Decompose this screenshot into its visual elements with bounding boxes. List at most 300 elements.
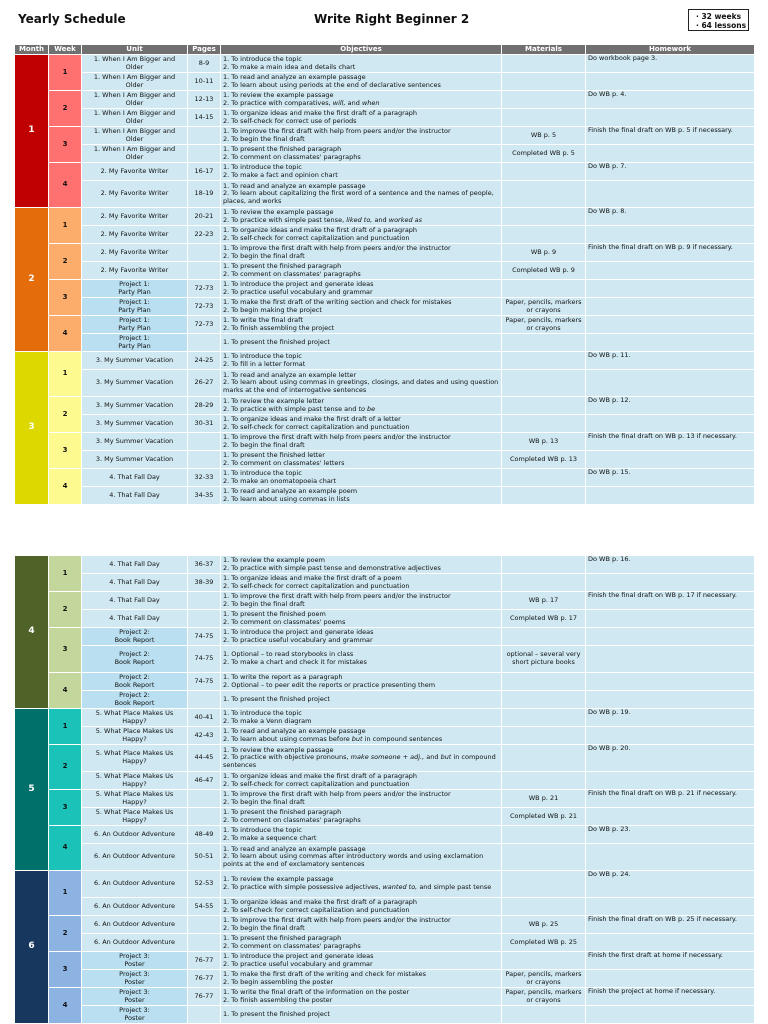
- materials-cell: [502, 574, 586, 592]
- week-cell: 1: [49, 871, 82, 916]
- materials-cell: Completed WB p. 9: [502, 262, 586, 280]
- materials-cell: [502, 871, 586, 898]
- pages-cell: 8-9: [188, 55, 221, 73]
- objectives-cell: 1. To make the first draft of the writing and check for mistakes 2. To begin assembling the poster: [221, 970, 502, 988]
- pages-cell: [188, 808, 221, 826]
- objectives-cell: 1. To review the example passage 2. To practice with objective pronouns, make someone + adj., and but in compound sentences: [221, 745, 502, 772]
- unit-cell: 6. An Outdoor Adventure: [82, 826, 188, 844]
- table-row: [15, 226, 755, 244]
- objectives-cell: 1. To present the finished project: [221, 1006, 502, 1024]
- materials-cell: [502, 727, 586, 745]
- col-month: Month: [15, 45, 49, 55]
- objectives-cell: 1. To present the finished project: [221, 691, 502, 709]
- homework-cell: [586, 844, 755, 871]
- objectives-cell: 1. To present the finished paragraph 2. To comment on classmates' paragraphs: [221, 934, 502, 952]
- homework-cell: [586, 262, 755, 280]
- unit-cell: 6. An Outdoor Adventure: [82, 871, 188, 898]
- homework-cell: [586, 181, 755, 208]
- table-row: [15, 970, 755, 988]
- pages-cell: 32-33: [188, 469, 221, 487]
- materials-cell: [502, 673, 586, 691]
- materials-cell: Paper, pencils, markers or crayons: [502, 988, 586, 1006]
- table-row: [15, 826, 755, 844]
- week-cell: 1: [49, 208, 82, 244]
- pages-cell: 38-39: [188, 574, 221, 592]
- materials-cell: [502, 163, 586, 181]
- table-row: [15, 451, 755, 469]
- homework-cell: [586, 487, 755, 505]
- homework-cell: Finish the final draft on WB p. 25 if necessary.: [586, 916, 755, 934]
- col-unit: Unit: [82, 45, 188, 55]
- week-cell: 2: [49, 592, 82, 628]
- unit-cell: 4. That Fall Day: [82, 469, 188, 487]
- homework-cell: Do WB p. 16.: [586, 556, 755, 574]
- pages-cell: 52-53: [188, 871, 221, 898]
- objectives-cell: 1. To introduce the topic 2. To make a Venn diagram: [221, 709, 502, 727]
- pages-cell: 30-31: [188, 415, 221, 433]
- summary-badge: [688, 9, 749, 31]
- table-row: [15, 790, 755, 808]
- pages-cell: [188, 1006, 221, 1024]
- objectives-cell: 1. To improve the first draft with help from peers and/or the instructor 2. To begin the final draft: [221, 127, 502, 145]
- pages-cell: [188, 790, 221, 808]
- objectives-cell: 1. To review the example poem 2. To practice with simple past tense and demonstrative adjectives: [221, 556, 502, 574]
- week-cell: 4: [49, 469, 82, 505]
- homework-cell: [586, 574, 755, 592]
- materials-cell: [502, 226, 586, 244]
- objectives-cell: 1. To present the finished poem 2. To comment on classmates' poems: [221, 610, 502, 628]
- badge-weeks: · 32 weeks: [696, 12, 742, 21]
- pages-cell: 76-77: [188, 952, 221, 970]
- table-row: [15, 415, 755, 433]
- materials-cell: [502, 352, 586, 370]
- materials-cell: [502, 415, 586, 433]
- materials-cell: [502, 469, 586, 487]
- objectives-cell: 1. To present the finished paragraph 2. To comment on classmates' paragraphs: [221, 145, 502, 163]
- page-header: [0, 0, 768, 42]
- homework-cell: Do WB p. 4.: [586, 91, 755, 109]
- table-row: [15, 745, 755, 772]
- pages-cell: 42-43: [188, 727, 221, 745]
- materials-cell: [502, 397, 586, 415]
- table-row: [15, 145, 755, 163]
- table-row: [15, 1006, 755, 1024]
- homework-cell: Do WB p. 15.: [586, 469, 755, 487]
- homework-cell: Finish the final draft on WB p. 17 if necessary.: [586, 592, 755, 610]
- pages-cell: 76-77: [188, 970, 221, 988]
- col-homework: Homework: [586, 45, 755, 55]
- materials-cell: [502, 55, 586, 73]
- objectives-cell: 1. To organize ideas and make the first draft of a paragraph 2. To self-check for correct use of periods: [221, 109, 502, 127]
- table-row: [15, 73, 755, 91]
- pages-cell: 34-35: [188, 487, 221, 505]
- table-row: [15, 673, 755, 691]
- table-row: [15, 808, 755, 826]
- objectives-cell: 1. To introduce the topic 2. To make a main idea and details chart: [221, 55, 502, 73]
- objectives-cell: 1. To improve the first draft with help from peers and/or the instructor 2. To begin the final draft: [221, 592, 502, 610]
- pages-cell: 40-41: [188, 709, 221, 727]
- table-row: [15, 952, 755, 970]
- pages-cell: 46-47: [188, 772, 221, 790]
- table-row: [15, 109, 755, 127]
- pages-cell: [188, 145, 221, 163]
- pages-cell: [188, 262, 221, 280]
- pages-cell: 72-73: [188, 316, 221, 334]
- unit-cell: 6. An Outdoor Adventure: [82, 844, 188, 871]
- pages-cell: [188, 916, 221, 934]
- table-row: [15, 628, 755, 646]
- pages-cell: 10-11: [188, 73, 221, 91]
- materials-cell: Completed WB p. 17: [502, 610, 586, 628]
- unit-cell: 5. What Place Makes Us Happy?: [82, 745, 188, 772]
- homework-cell: [586, 772, 755, 790]
- col-week: Week: [49, 45, 82, 55]
- pages-cell: 74-75: [188, 628, 221, 646]
- objectives-cell: 1. To introduce the topic 2. To make an onomatopoeia chart: [221, 469, 502, 487]
- col-pages: Pages: [188, 45, 221, 55]
- homework-cell: [586, 898, 755, 916]
- pages-cell: [188, 334, 221, 352]
- schedule-body-top: [15, 55, 755, 505]
- table-row: [15, 298, 755, 316]
- homework-cell: [586, 145, 755, 163]
- pages-cell: 74-75: [188, 673, 221, 691]
- homework-cell: Do WB p. 11.: [586, 352, 755, 370]
- homework-cell: [586, 415, 755, 433]
- book-title: Write Right Beginner 2: [314, 12, 470, 26]
- homework-cell: Finish the project at home if necessary.: [586, 988, 755, 1006]
- materials-cell: [502, 745, 586, 772]
- page-title: Yearly Schedule: [18, 12, 126, 26]
- objectives-cell: 1. To review the example passage 2. To practice with simple past tense, liked to, and worked as: [221, 208, 502, 226]
- materials-cell: [502, 556, 586, 574]
- table-row: [15, 316, 755, 334]
- materials-cell: WB p. 9: [502, 244, 586, 262]
- table-row: [15, 469, 755, 487]
- materials-cell: [502, 208, 586, 226]
- schedule-table-top: [14, 44, 755, 505]
- objectives-cell: 1. To write the final draft 2. To finish assembling the project: [221, 316, 502, 334]
- homework-cell: Do workbook page 3.: [586, 55, 755, 73]
- pages-cell: [188, 610, 221, 628]
- week-cell: 1: [49, 556, 82, 592]
- homework-cell: Do WB p. 23.: [586, 826, 755, 844]
- objectives-cell: 1. To present the finished project: [221, 334, 502, 352]
- schedule-table-bottom: [14, 555, 755, 1024]
- homework-cell: [586, 370, 755, 397]
- pages-cell: 76-77: [188, 988, 221, 1006]
- unit-cell: 3. My Summer Vacation: [82, 451, 188, 469]
- table-row: [15, 772, 755, 790]
- unit-cell: Project 2: Book Report: [82, 646, 188, 673]
- month-cell: 5: [15, 709, 49, 871]
- unit-cell: 3. My Summer Vacation: [82, 397, 188, 415]
- homework-cell: Do WB p. 20.: [586, 745, 755, 772]
- pages-cell: 26-27: [188, 370, 221, 397]
- pages-cell: 72-73: [188, 298, 221, 316]
- homework-cell: Do WB p. 24.: [586, 871, 755, 898]
- pages-cell: 20-21: [188, 208, 221, 226]
- homework-cell: [586, 628, 755, 646]
- homework-cell: [586, 73, 755, 91]
- week-cell: 2: [49, 916, 82, 952]
- homework-cell: [586, 226, 755, 244]
- pages-cell: 28-29: [188, 397, 221, 415]
- materials-cell: [502, 334, 586, 352]
- objectives-cell: 1. To read and analyze an example passage 2. To learn about capitalizing the first word of a sentence and the names of people, places, and works: [221, 181, 502, 208]
- unit-cell: 2. My Favorite Writer: [82, 163, 188, 181]
- table-row: [15, 844, 755, 871]
- week-cell: 4: [49, 988, 82, 1024]
- table-row: [15, 262, 755, 280]
- unit-cell: Project 2: Book Report: [82, 673, 188, 691]
- homework-cell: [586, 691, 755, 709]
- unit-cell: 4. That Fall Day: [82, 610, 188, 628]
- objectives-cell: 1. To organize ideas and make the first draft of a letter 2. To self-check for correct capitalization and punctuation: [221, 415, 502, 433]
- homework-cell: [586, 970, 755, 988]
- week-cell: 1: [49, 55, 82, 91]
- objectives-cell: 1. To write the report as a paragraph 2. Optional – to peer edit the reports or practice presenting them: [221, 673, 502, 691]
- schedule-body-bottom: [15, 556, 755, 1024]
- homework-cell: [586, 808, 755, 826]
- table-row: [15, 487, 755, 505]
- table-header-row: [15, 45, 755, 55]
- objectives-cell: 1. To improve the first draft with help from peers and/or the instructor 2. To begin the final draft: [221, 244, 502, 262]
- materials-cell: WB p. 13: [502, 433, 586, 451]
- badge-lessons: · 64 lessons: [696, 21, 747, 30]
- objectives-cell: 1. To make the first draft of the writing section and check for mistakes 2. To begin making the project: [221, 298, 502, 316]
- materials-cell: [502, 898, 586, 916]
- unit-cell: 5. What Place Makes Us Happy?: [82, 772, 188, 790]
- materials-cell: [502, 709, 586, 727]
- materials-cell: Paper, pencils, markers or crayons: [502, 298, 586, 316]
- objectives-cell: 1. To organize ideas and make the first draft of a paragraph 2. To self-check for correct capitalization and punctuation: [221, 772, 502, 790]
- unit-cell: 4. That Fall Day: [82, 574, 188, 592]
- homework-cell: [586, 316, 755, 334]
- table-row: [15, 934, 755, 952]
- materials-cell: Completed WB p. 25: [502, 934, 586, 952]
- pages-cell: [188, 934, 221, 952]
- unit-cell: 1. When I Am Bigger and Older: [82, 145, 188, 163]
- objectives-cell: 1. To read and analyze an example passage 2. To learn about using commas before but in compound sentences: [221, 727, 502, 745]
- week-cell: 2: [49, 745, 82, 790]
- materials-cell: [502, 772, 586, 790]
- homework-cell: Finish the final draft on WB p. 9 if necessary.: [586, 244, 755, 262]
- table-row: [15, 352, 755, 370]
- objectives-cell: 1. To improve the first draft with help from peers and/or the instructor 2. To begin the final draft: [221, 790, 502, 808]
- week-cell: 2: [49, 91, 82, 127]
- objectives-cell: 1. To introduce the project and generate ideas 2. To practice useful vocabulary and grammar: [221, 628, 502, 646]
- unit-cell: 1. When I Am Bigger and Older: [82, 91, 188, 109]
- homework-cell: [586, 334, 755, 352]
- objectives-cell: 1. To read and analyze an example letter 2. To learn about using commas in greetings, closings, and dates and using question marks at the end of interrogative sentences: [221, 370, 502, 397]
- objectives-cell: 1. To present the finished paragraph 2. To comment on classmates' paragraphs: [221, 808, 502, 826]
- unit-cell: Project 3: Poster: [82, 952, 188, 970]
- week-cell: 3: [49, 628, 82, 673]
- materials-cell: [502, 109, 586, 127]
- homework-cell: [586, 298, 755, 316]
- unit-cell: Project 1: Party Plan: [82, 298, 188, 316]
- unit-cell: 3. My Summer Vacation: [82, 433, 188, 451]
- unit-cell: 1. When I Am Bigger and Older: [82, 127, 188, 145]
- unit-cell: 5. What Place Makes Us Happy?: [82, 727, 188, 745]
- table-row: [15, 127, 755, 145]
- objectives-cell: 1. To organize ideas and make the first draft of a paragraph 2. To self-check for correct capitalization and punctuation: [221, 226, 502, 244]
- unit-cell: 2. My Favorite Writer: [82, 226, 188, 244]
- materials-cell: WB p. 17: [502, 592, 586, 610]
- materials-cell: [502, 952, 586, 970]
- objectives-cell: 1. Optional – to read storybooks in class 2. To make a chart and check it for mistakes: [221, 646, 502, 673]
- homework-cell: [586, 1006, 755, 1024]
- table-row: [15, 709, 755, 727]
- unit-cell: 3. My Summer Vacation: [82, 415, 188, 433]
- pages-cell: 22-23: [188, 226, 221, 244]
- table-row: [15, 433, 755, 451]
- pages-cell: 74-75: [188, 646, 221, 673]
- pages-cell: 14-15: [188, 109, 221, 127]
- homework-cell: Do WB p. 19.: [586, 709, 755, 727]
- table-row: [15, 610, 755, 628]
- materials-cell: Paper, pencils, markers or crayons: [502, 970, 586, 988]
- pages-cell: [188, 592, 221, 610]
- week-cell: 4: [49, 163, 82, 208]
- homework-cell: [586, 727, 755, 745]
- week-cell: 4: [49, 826, 82, 871]
- table-row: [15, 988, 755, 1006]
- pages-cell: 12-13: [188, 91, 221, 109]
- week-cell: 3: [49, 952, 82, 988]
- unit-cell: 3. My Summer Vacation: [82, 352, 188, 370]
- materials-cell: Paper, pencils, markers or crayons: [502, 316, 586, 334]
- objectives-cell: 1. To improve the first draft with help from peers and/or the instructor 2. To begin the final draft: [221, 433, 502, 451]
- materials-cell: Completed WB p. 5: [502, 145, 586, 163]
- materials-cell: [502, 487, 586, 505]
- materials-cell: [502, 691, 586, 709]
- materials-cell: [502, 370, 586, 397]
- table-row: [15, 244, 755, 262]
- unit-cell: Project 3: Poster: [82, 988, 188, 1006]
- objectives-cell: 1. To write the final draft of the information on the poster 2. To finish assembling the poster: [221, 988, 502, 1006]
- objectives-cell: 1. To organize ideas and make the first draft of a paragraph 2. To self-check for correct capitalization and punctuation: [221, 898, 502, 916]
- pages-cell: [188, 691, 221, 709]
- unit-cell: 5. What Place Makes Us Happy?: [82, 808, 188, 826]
- homework-cell: [586, 673, 755, 691]
- unit-cell: Project 3: Poster: [82, 1006, 188, 1024]
- week-cell: 3: [49, 127, 82, 163]
- unit-cell: 5. What Place Makes Us Happy?: [82, 709, 188, 727]
- month-cell: 2: [15, 208, 49, 352]
- unit-cell: 2. My Favorite Writer: [82, 181, 188, 208]
- objectives-cell: 1. To read and analyze an example passage 2. To learn about using commas after introductory words and using exclamation points at the end of exclamatory sentences: [221, 844, 502, 871]
- materials-cell: [502, 628, 586, 646]
- objectives-cell: 1. To improve the first draft with help from peers and/or the instructor 2. To begin the final draft: [221, 916, 502, 934]
- materials-cell: WB p. 21: [502, 790, 586, 808]
- week-cell: 2: [49, 397, 82, 433]
- materials-cell: optional – several very short picture books: [502, 646, 586, 673]
- objectives-cell: 1. To present the finished paragraph 2. To comment on classmates' paragraphs: [221, 262, 502, 280]
- objectives-cell: 1. To introduce the topic 2. To make a fact and opinion chart: [221, 163, 502, 181]
- unit-cell: 4. That Fall Day: [82, 487, 188, 505]
- materials-cell: WB p. 25: [502, 916, 586, 934]
- unit-cell: 1. When I Am Bigger and Older: [82, 55, 188, 73]
- month-cell: 3: [15, 352, 49, 505]
- unit-cell: 1. When I Am Bigger and Older: [82, 73, 188, 91]
- table-row: [15, 397, 755, 415]
- materials-cell: [502, 1006, 586, 1024]
- objectives-cell: 1. To introduce the topic 2. To fill in a letter format: [221, 352, 502, 370]
- homework-cell: Do WB p. 8.: [586, 208, 755, 226]
- table-row: [15, 163, 755, 181]
- pages-cell: [188, 244, 221, 262]
- unit-cell: 2. My Favorite Writer: [82, 244, 188, 262]
- month-cell: 6: [15, 871, 49, 1024]
- homework-cell: [586, 610, 755, 628]
- objectives-cell: 1. To read and analyze an example passage 2. To learn about using periods at the end of declarative sentences: [221, 73, 502, 91]
- homework-cell: Finish the final draft on WB p. 5 if necessary.: [586, 127, 755, 145]
- pages-cell: 50-51: [188, 844, 221, 871]
- week-cell: 4: [49, 316, 82, 352]
- pages-cell: 18-19: [188, 181, 221, 208]
- unit-cell: 5. What Place Makes Us Happy?: [82, 790, 188, 808]
- table-row: [15, 334, 755, 352]
- pages-cell: 44-45: [188, 745, 221, 772]
- unit-cell: 6. An Outdoor Adventure: [82, 898, 188, 916]
- unit-cell: Project 3: Poster: [82, 970, 188, 988]
- homework-cell: [586, 280, 755, 298]
- pages-cell: 48-49: [188, 826, 221, 844]
- pages-cell: [188, 433, 221, 451]
- materials-cell: [502, 181, 586, 208]
- materials-cell: [502, 91, 586, 109]
- objectives-cell: 1. To review the example letter 2. To practice with simple past tense and to be: [221, 397, 502, 415]
- table-row: [15, 691, 755, 709]
- objectives-cell: 1. To introduce the project and generate ideas 2. To practice useful vocabulary and grammar: [221, 952, 502, 970]
- materials-cell: [502, 826, 586, 844]
- col-materials: Materials: [502, 45, 586, 55]
- table-row: [15, 592, 755, 610]
- month-cell: 4: [15, 556, 49, 709]
- pages-cell: 54-55: [188, 898, 221, 916]
- homework-cell: Finish the final draft on WB p. 21 if necessary.: [586, 790, 755, 808]
- table-row: [15, 370, 755, 397]
- pages-cell: [188, 451, 221, 469]
- table-row: [15, 55, 755, 73]
- homework-cell: Do WB p. 12.: [586, 397, 755, 415]
- unit-cell: 1. When I Am Bigger and Older: [82, 109, 188, 127]
- materials-cell: Completed WB p. 21: [502, 808, 586, 826]
- table-row: [15, 727, 755, 745]
- objectives-cell: 1. To present the finished letter 2. To comment on classmates' letters: [221, 451, 502, 469]
- unit-cell: Project 1: Party Plan: [82, 334, 188, 352]
- pages-cell: [188, 127, 221, 145]
- week-cell: 4: [49, 673, 82, 709]
- unit-cell: Project 1: Party Plan: [82, 316, 188, 334]
- unit-cell: Project 1: Party Plan: [82, 280, 188, 298]
- unit-cell: Project 2: Book Report: [82, 628, 188, 646]
- table-row: [15, 556, 755, 574]
- pages-cell: 36-37: [188, 556, 221, 574]
- objectives-cell: 1. To organize ideas and make the first draft of a poem 2. To self-check for correct capitalization and punctuation: [221, 574, 502, 592]
- homework-cell: [586, 646, 755, 673]
- pages-cell: 72-73: [188, 280, 221, 298]
- unit-cell: 4. That Fall Day: [82, 592, 188, 610]
- unit-cell: 2. My Favorite Writer: [82, 262, 188, 280]
- objectives-cell: 1. To review the example passage 2. To practice with comparatives, will, and when: [221, 91, 502, 109]
- week-cell: 3: [49, 433, 82, 469]
- materials-cell: Completed WB p. 13: [502, 451, 586, 469]
- objectives-cell: 1. To review the example passage 2. To practice with simple possessive adjectives, wanted to, and simple past tense: [221, 871, 502, 898]
- unit-cell: Project 2: Book Report: [82, 691, 188, 709]
